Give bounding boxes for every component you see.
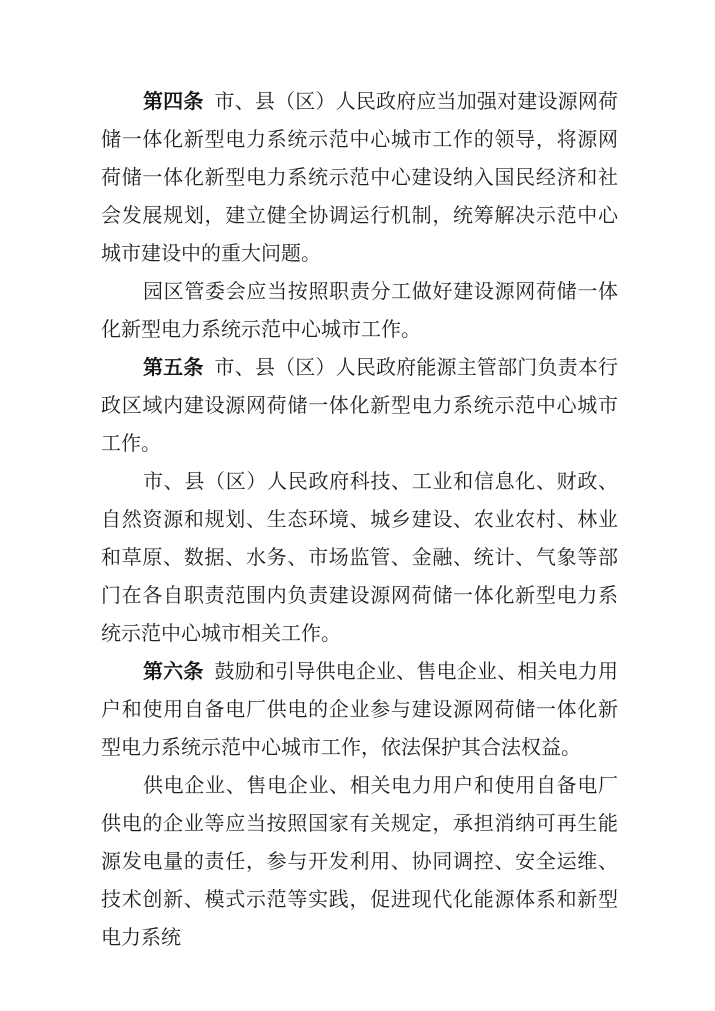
paragraph-text: 鼓励和引导供电企业、售电企业、相关电力用户和使用自备电厂供电的企业参与建设源网荷储一体化新型电力系统示范中心城市工作，依法保护其合法权益。 bbox=[101, 661, 619, 759]
paragraph-text: 市、县（区）人民政府科技、工业和信息化、财政、自然资源和规划、生态环境、城乡建设、农业农村、林业和草原、数据、水务、市场监管、金融、统计、气象等部门在各自职责范围内负责建设源网荷储一体化新型电力系统示范中心城市相关工作。 bbox=[101, 471, 618, 645]
paragraph-text: 市、县（区）人民政府能源主管部门负责本行政区域内建设源网荷储一体化新型电力系统示范中心城市工作。 bbox=[101, 357, 619, 455]
paragraph-article-6 bbox=[101, 653, 618, 767]
paragraph-departments bbox=[101, 463, 618, 653]
article-4-number: 第四条 bbox=[143, 91, 204, 113]
paragraph-text: 市、县（区）人民政府应当加强对建设源网荷储一体化新型电力系统示范中心城市工作的领导，将源网荷储一体化新型电力系统示范中心建设纳入国民经济和社会发展规划，建立健全协调运行机制，统筹解决示范中心城市建设中的重大问题。 bbox=[101, 91, 619, 265]
paragraph-text: 园区管委会应当按照职责分工做好建设源网荷储一体化新型电力系统示范中心城市工作。 bbox=[101, 281, 618, 341]
paragraph-text: 供电企业、售电企业、相关电力用户和使用自备电厂供电的企业等应当按照国家有关规定，承担消纳可再生能源发电量的责任，参与开发利用、协同调控、安全运维、技术创新、模式示范等实践，促进现代化能源体系和新型电力系统 bbox=[101, 775, 618, 949]
document-body bbox=[101, 83, 618, 957]
paragraph-power-enterprises bbox=[101, 767, 618, 957]
paragraph-article-5 bbox=[101, 349, 618, 463]
paragraph-article-4 bbox=[101, 83, 618, 273]
article-6-number: 第六条 bbox=[143, 661, 204, 683]
paragraph-park-committee bbox=[101, 273, 618, 349]
article-5-number: 第五条 bbox=[143, 357, 204, 379]
